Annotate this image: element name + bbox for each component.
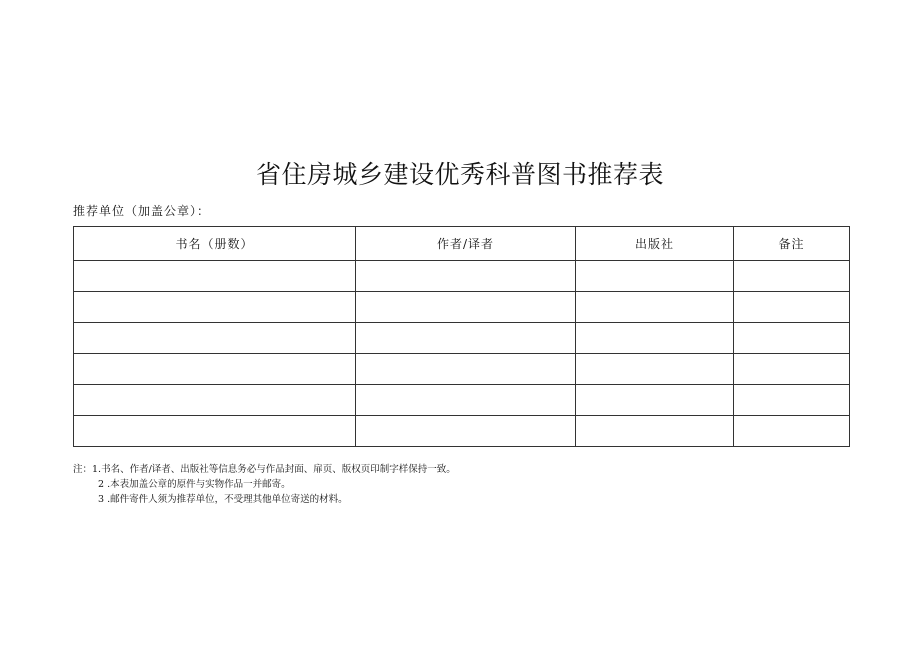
cell-book-title[interactable] <box>74 261 356 292</box>
cell-remarks[interactable] <box>734 416 850 447</box>
header-publisher: 出版社 <box>576 227 734 261</box>
header-author-translator: 作者/译者 <box>356 227 576 261</box>
note-item-2: 2 .本表加盖公章的原件与实物作品一并邮寄。 <box>98 479 291 490</box>
cell-publisher[interactable] <box>576 323 734 354</box>
cell-book-title[interactable] <box>74 354 356 385</box>
cell-author-translator[interactable] <box>356 354 576 385</box>
cell-publisher[interactable] <box>576 385 734 416</box>
cell-author-translator[interactable] <box>356 416 576 447</box>
cell-publisher[interactable] <box>576 416 734 447</box>
table-row <box>74 416 850 447</box>
cell-remarks[interactable] <box>734 323 850 354</box>
cell-remarks[interactable] <box>734 261 850 292</box>
recommending-unit-label: 推荐单位（加盖公章）： <box>73 204 211 218</box>
page-title: 省住房城乡建设优秀科普图书推荐表 <box>255 160 664 189</box>
cell-remarks[interactable] <box>734 385 850 416</box>
table-header-row <box>74 227 850 261</box>
table-row <box>74 292 850 323</box>
cell-author-translator[interactable] <box>356 323 576 354</box>
recommendation-table <box>73 226 850 447</box>
header-remarks: 备注 <box>734 227 850 261</box>
table-row <box>74 385 850 416</box>
cell-remarks[interactable] <box>734 292 850 323</box>
table-row <box>74 323 850 354</box>
cell-publisher[interactable] <box>576 261 734 292</box>
cell-book-title[interactable] <box>74 385 356 416</box>
cell-author-translator[interactable] <box>356 292 576 323</box>
note-item-1: 注：1.书名、作者/译者、出版社等信息务必与作品封面、扉页、版权页印制字样保持一致。 <box>73 464 456 475</box>
cell-author-translator[interactable] <box>356 261 576 292</box>
cell-author-translator[interactable] <box>356 385 576 416</box>
table-row <box>74 261 850 292</box>
note-item-3: 3 .邮件寄件人须为推荐单位，不受理其他单位寄送的材料。 <box>98 494 348 505</box>
header-book-title: 书名（册数） <box>74 227 356 261</box>
table-row <box>74 354 850 385</box>
cell-publisher[interactable] <box>576 292 734 323</box>
notes-section <box>73 462 456 507</box>
cell-remarks[interactable] <box>734 354 850 385</box>
cell-book-title[interactable] <box>74 292 356 323</box>
cell-book-title[interactable] <box>74 323 356 354</box>
cell-publisher[interactable] <box>576 354 734 385</box>
cell-book-title[interactable] <box>74 416 356 447</box>
